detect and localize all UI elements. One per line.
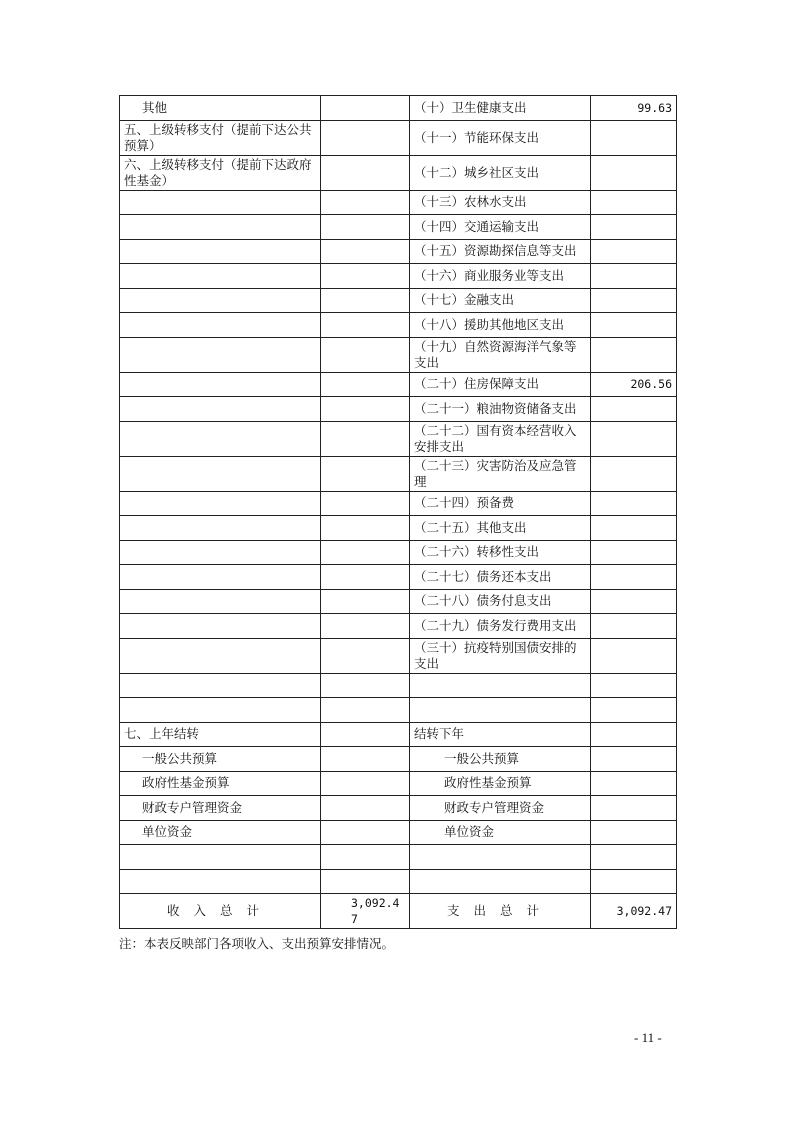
income-total-label: 收入总计 [120, 894, 321, 929]
income-item [120, 313, 321, 338]
income-amount [321, 239, 410, 264]
income-amount [321, 698, 410, 723]
table-row [120, 96, 677, 121]
expense-item: 一般公共预算 [410, 747, 591, 772]
table-row [120, 372, 677, 397]
expense-amount [591, 215, 677, 240]
carryover-out-heading: 结转下年 [410, 722, 591, 747]
table-row [120, 820, 677, 845]
expense-item: （十一）节能环保支出 [410, 120, 591, 155]
page-number: - 11 - [634, 1030, 662, 1045]
income-amount [321, 540, 410, 565]
income-amount [321, 421, 410, 456]
expense-amount [591, 421, 677, 456]
income-item [120, 516, 321, 541]
income-item [120, 673, 321, 698]
income-amount [321, 820, 410, 845]
expense-amount [591, 337, 677, 372]
income-amount [321, 313, 410, 338]
table-row [120, 456, 677, 491]
expense-item: （十六）商业服务业等支出 [410, 264, 591, 289]
table-row [120, 614, 677, 639]
income-item [120, 638, 321, 673]
income-item [120, 565, 321, 590]
table-row [120, 869, 677, 894]
table-row [120, 337, 677, 372]
income-amount [321, 638, 410, 673]
expense-item: （二十五）其他支出 [410, 516, 591, 541]
expense-amount: 99.63 [591, 96, 677, 121]
income-item [120, 491, 321, 516]
table-row [120, 155, 677, 190]
expense-item: （二十三）灾害防治及应急管理 [410, 456, 591, 491]
carryover-in-heading: 七、上年结转 [120, 722, 321, 747]
expense-amount [591, 540, 677, 565]
income-amount [321, 397, 410, 422]
income-item [120, 288, 321, 313]
table-row [120, 722, 677, 747]
expense-amount [591, 288, 677, 313]
income-item: 其他 [120, 96, 321, 121]
income-item [120, 698, 321, 723]
expense-item: （二十二）国有资本经营收入安排支出 [410, 421, 591, 456]
income-item [120, 456, 321, 491]
income-amount [321, 96, 410, 121]
expense-amount [591, 239, 677, 264]
income-amount [321, 288, 410, 313]
income-item [120, 372, 321, 397]
expense-amount [591, 673, 677, 698]
income-item: 财政专户管理资金 [120, 796, 321, 821]
table-row [120, 421, 677, 456]
income-amount [321, 190, 410, 215]
income-total-amount: 3,092.47 [321, 894, 410, 929]
table-row [120, 565, 677, 590]
income-item [120, 239, 321, 264]
income-item: 五、上级转移支付（提前下达公共预算） [120, 120, 321, 155]
table-row [120, 673, 677, 698]
table-row [120, 313, 677, 338]
income-item [120, 614, 321, 639]
expense-item: （十七）金融支出 [410, 288, 591, 313]
expense-item: （二十四）预备费 [410, 491, 591, 516]
table-row [120, 288, 677, 313]
income-amount [321, 120, 410, 155]
income-item [120, 845, 321, 870]
expense-amount [591, 589, 677, 614]
table-row [120, 845, 677, 870]
expense-amount [591, 747, 677, 772]
expense-amount [591, 722, 677, 747]
income-item: 政府性基金预算 [120, 771, 321, 796]
table-row [120, 589, 677, 614]
expense-item: （十四）交通运输支出 [410, 215, 591, 240]
expense-item: （二十一）粮油物资储备支出 [410, 397, 591, 422]
expense-amount [591, 869, 677, 894]
table-note: 注：本表反映部门各项收入、支出预算安排情况。 [119, 936, 395, 951]
expense-amount [591, 698, 677, 723]
expense-amount [591, 638, 677, 673]
expense-amount [591, 155, 677, 190]
expense-item: （二十七）债务还本支出 [410, 565, 591, 590]
expense-total-label: 支出总计 [410, 894, 591, 929]
table-row [120, 516, 677, 541]
expense-amount [591, 771, 677, 796]
expense-amount [591, 614, 677, 639]
income-amount [321, 516, 410, 541]
income-amount [321, 337, 410, 372]
total-row [120, 894, 677, 929]
income-item [120, 869, 321, 894]
income-amount [321, 614, 410, 639]
expense-total-amount: 3,092.47 [591, 894, 677, 929]
income-amount [321, 845, 410, 870]
table-row [120, 120, 677, 155]
expense-amount [591, 796, 677, 821]
income-item: 六、上级转移支付（提前下达政府性基金） [120, 155, 321, 190]
table-row [120, 491, 677, 516]
expense-item: （十三）农林水支出 [410, 190, 591, 215]
income-item [120, 540, 321, 565]
income-amount [321, 771, 410, 796]
income-amount [321, 869, 410, 894]
income-amount [321, 372, 410, 397]
income-amount [321, 264, 410, 289]
expense-amount [591, 120, 677, 155]
table-row [120, 190, 677, 215]
income-item [120, 215, 321, 240]
table-row [120, 638, 677, 673]
expense-amount [591, 491, 677, 516]
income-amount [321, 155, 410, 190]
income-amount [321, 456, 410, 491]
table-row [120, 540, 677, 565]
expense-item: （二十八）债务付息支出 [410, 589, 591, 614]
income-item: 一般公共预算 [120, 747, 321, 772]
expense-amount [591, 313, 677, 338]
table-row [120, 239, 677, 264]
expense-item: （三十）抗疫特别国债安排的支出 [410, 638, 591, 673]
income-item [120, 397, 321, 422]
expense-item: 单位资金 [410, 820, 591, 845]
income-item: 单位资金 [120, 820, 321, 845]
expense-item [410, 673, 591, 698]
income-amount [321, 722, 410, 747]
expense-amount [591, 565, 677, 590]
income-item [120, 337, 321, 372]
expense-amount [591, 456, 677, 491]
budget-table [119, 95, 677, 929]
expense-item: （二十）住房保障支出 [410, 372, 591, 397]
expense-amount [591, 516, 677, 541]
income-item [120, 421, 321, 456]
income-amount [321, 673, 410, 698]
table-row [120, 698, 677, 723]
income-amount [321, 215, 410, 240]
expense-item: （十八）援助其他地区支出 [410, 313, 591, 338]
income-amount [321, 589, 410, 614]
income-item [120, 264, 321, 289]
expense-item: 政府性基金预算 [410, 771, 591, 796]
expense-item: （十五）资源勘探信息等支出 [410, 239, 591, 264]
expense-item: （十二）城乡社区支出 [410, 155, 591, 190]
expense-amount: 206.56 [591, 372, 677, 397]
expense-amount [591, 190, 677, 215]
expense-amount [591, 397, 677, 422]
expense-item: （二十六）转移性支出 [410, 540, 591, 565]
table-row [120, 771, 677, 796]
expense-amount [591, 845, 677, 870]
table-row [120, 397, 677, 422]
income-amount [321, 747, 410, 772]
expense-amount [591, 820, 677, 845]
income-amount [321, 491, 410, 516]
expense-item [410, 698, 591, 723]
table-row [120, 747, 677, 772]
table-row [120, 264, 677, 289]
expense-item: 财政专户管理资金 [410, 796, 591, 821]
table-row [120, 796, 677, 821]
income-item [120, 589, 321, 614]
table-row [120, 215, 677, 240]
income-item [120, 190, 321, 215]
expense-item [410, 869, 591, 894]
income-amount [321, 565, 410, 590]
expense-item: （二十九）债务发行费用支出 [410, 614, 591, 639]
expense-item: （十九）自然资源海洋气象等支出 [410, 337, 591, 372]
income-amount [321, 796, 410, 821]
expense-amount [591, 264, 677, 289]
expense-item: （十）卫生健康支出 [410, 96, 591, 121]
expense-item [410, 845, 591, 870]
